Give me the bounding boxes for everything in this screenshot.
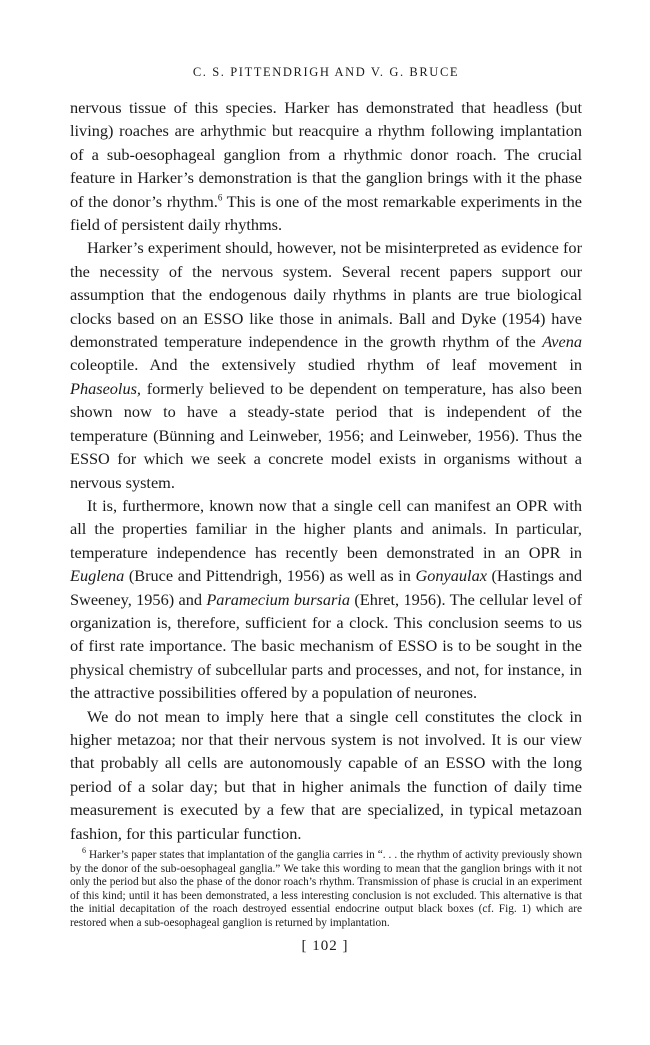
italic-paramecium: Paramecium bursaria xyxy=(206,589,351,609)
footnote xyxy=(70,846,582,930)
paragraph-2-text-a: Harker’s experiment should, however, not be misinterpreted as evidence for the necessity of the nervous system. Several recent papers support our assumption that the endogenous daily rhythms in plants are true biological clocks based on an ESSO like those in animals. Ball and Dyke (1954) have demonstrated temperature independence in the growth rhythm of the xyxy=(70,238,582,352)
paragraph-2-text-b: coleoptile. And the extensively studied rhythm of leaf movement in xyxy=(70,355,582,375)
paragraph-3 xyxy=(70,494,582,705)
paragraph-2-text-c: formerly believed to be dependent on temperature, has also been shown now to have a steady-state period that is independent of the temperature (Bünning and Leinweber, 1956; and Leinweber, 1956). Thus the ESSO for which we seek a concrete model exists in organisms without a nervous system. xyxy=(70,378,582,492)
page-body xyxy=(70,64,582,941)
footnote-reference: 6 xyxy=(217,192,223,203)
footnote-text: Harker’s paper states that implantation of the ganglia carries in “. . . the rhythm of activity previously shown by the donor of the sub-oesophageal ganglia.” We take this wording to mean that the ganglion brings with it not only the period but also the phase of the donor roach’s rhythm. Transmission of phase is crucial in an experiment of this kind; until it has been demonstrated, a less interesting conclusion is not excluded. This alternative is that the initial decapitation of the roach destroyed essential endocrine output black boxes (cf. Fig. 1) which are restored when a sub-oesophageal ganglion is returned by implantation. xyxy=(70,849,582,929)
paragraph-3-text-c: (Hastings and Sweeney, 1956) and xyxy=(70,566,583,609)
paragraph-3-text-a: It is, furthermore, known now that a single cell can manifest an OPR with all the properties familiar in the higher plants and animals. In particular, temperature independence has recently been demonstrated in an OPR in xyxy=(70,495,582,562)
italic-euglena: Euglena xyxy=(70,566,125,586)
italic-phaseolus: Phaseolus, xyxy=(70,378,141,398)
paragraph-2 xyxy=(70,236,582,493)
paragraph-3-text-b: (Bruce and Pittendrigh, 1956) as well as in xyxy=(124,566,416,586)
paragraph-1 xyxy=(70,96,582,236)
running-head: C. S. PITTENDRIGH AND V. G. BRUCE xyxy=(192,65,460,79)
paragraph-4-text: We do not mean to imply here that a single cell constitutes the clock in higher metazoa; nor that their nervous system is not involved. It is our view that probably all cells are autonomously capable of an ESSO with the long period of a solar day; but that in higher animals the function of daily time measurement is executed by a few that are specialized, in typical metazoan fashion, for this particular function. xyxy=(70,706,582,843)
paragraph-3-text-d: (Ehret, 1956). The cellular level of organization is, therefore, sufficient for a clock. This conclusion seems to us of first rate importance. The basic mechanism of ESSO is to be sought in the physical chemistry of subcellular parts and processes, and not, for instance, in the attractive possibilities offered by a population of neurones. xyxy=(70,589,582,703)
italic-gonyaulax: Gonyaulax xyxy=(415,566,487,586)
italic-avena: Avena xyxy=(542,332,582,352)
paragraph-1-text-a: nervous tissue of this species. Harker has demonstrated that headless (but living) roaches are arhythmic but reacquire a rhythm following implantation of a sub-oesophageal ganglion from a rhythmic donor roach. The crucial feature in Harker’s demonstration is that the ganglion brings with it the phase of the donor’s rhythm. xyxy=(70,98,582,211)
footnote-marker: 6 xyxy=(82,846,86,856)
paragraph-1-text-b: This is one of the most remarkable experiments in the field of persistent daily rhythms. xyxy=(70,191,582,235)
page-number: [ 102 ] xyxy=(301,938,349,954)
paragraph-4 xyxy=(70,705,582,845)
